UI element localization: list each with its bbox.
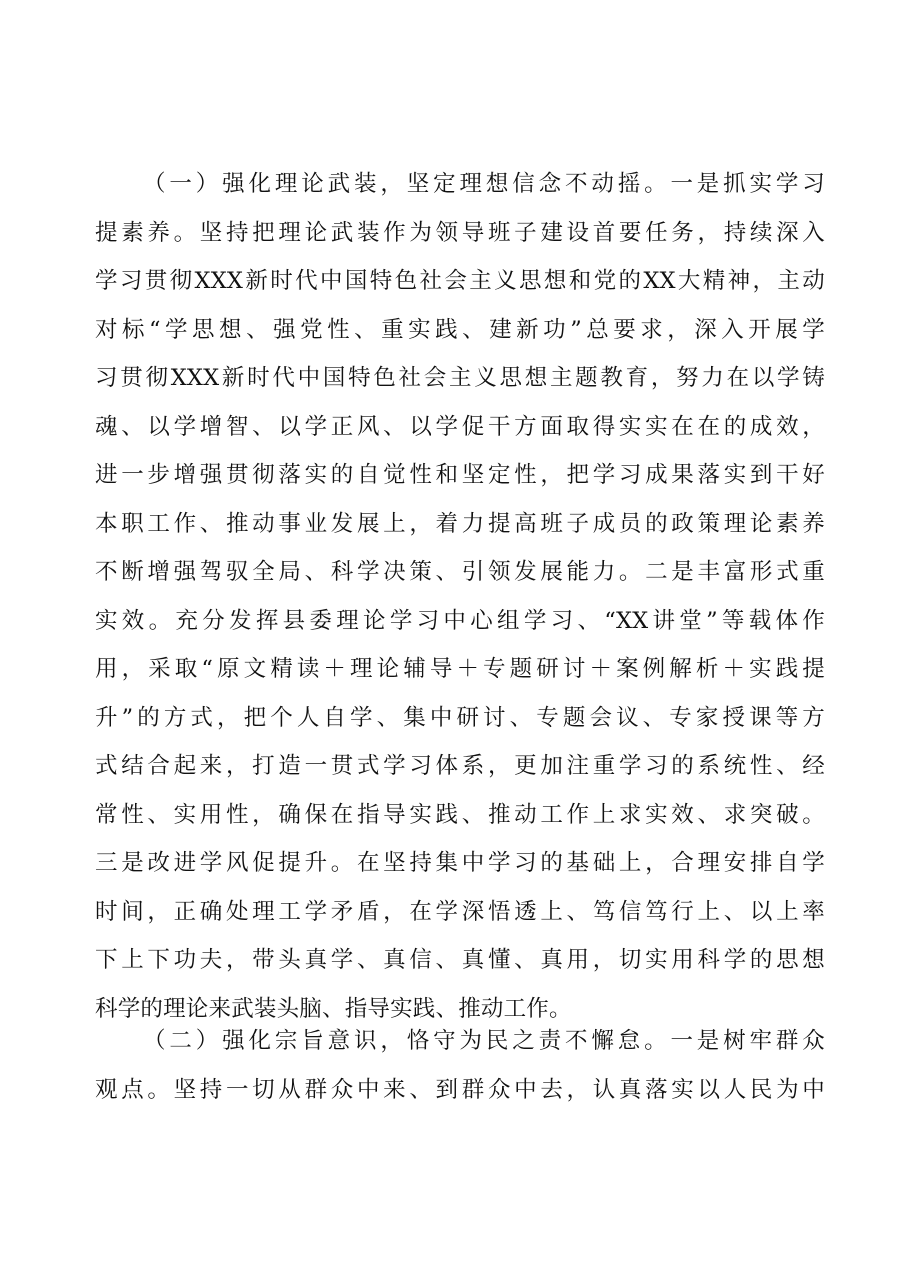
paragraph-theory-arming	[95, 160, 825, 1033]
paragraph-line: 不断增强驾驭全局、科学决策、引领发展能力。二是丰富形式重	[95, 559, 825, 585]
paragraph-line: 本职工作、推动事业发展上，着力提高班子成员的政策理论素养	[95, 510, 825, 537]
paragraph-line: 提素养。坚持把理论武装作为领导班子建设首要任务，持续深入	[95, 219, 825, 246]
paragraph-line: 式结合起来，打造一贯式学习体系，更加注重学习的系统性、经	[95, 753, 825, 779]
paragraph-line: 学习贯彻XXX新时代中国特色社会主义思想和党的XX大精神，主动	[95, 268, 825, 294]
paragraph-purpose-awareness	[95, 1017, 825, 1114]
paragraph-line: 科学的理论来武装头脑、指导实践、推动工作。	[95, 995, 572, 1022]
paragraph-line: 对标“学思想、强党性、重实践、建新功”总要求，深入开展学	[95, 316, 825, 343]
paragraph-line: （一）强化理论武装，坚定理想信念不动摇。一是抓实学习	[143, 171, 825, 197]
paragraph-line: 进一步增强贯彻落实的自觉性和坚定性，把学习成果落实到干好	[95, 462, 825, 488]
paragraph-line: 魂、以学增智、以学正风、以学促干方面取得实实在在的成效，	[95, 413, 825, 440]
paragraph-line: 习贯彻XXX新时代中国特色社会主义思想主题教育，努力在以学铸	[95, 365, 825, 391]
paragraph-line: 三是改进学风促提升。在坚持集中学习的基础上，合理安排自学	[95, 850, 825, 876]
paragraph-line: 用，采取“原文精读＋理论辅导＋专题研讨＋案例解析＋实践提	[95, 656, 825, 682]
paragraph-line: 常性、实用性，确保在指导实践、推动工作上求实效、求突破。	[95, 801, 825, 828]
paragraph-line: 下上下功夫，带头真学、真信、真懂、真用，切实用科学的思想	[95, 947, 825, 973]
paragraph-line: 升”的方式，把个人自学、集中研讨、专题会议、专家授课等方	[95, 704, 825, 731]
paragraph-line: 实效。充分发挥县委理论学习中心组学习、“XX讲堂”等载体作	[95, 607, 825, 634]
paragraph-line: （二）强化宗旨意识，恪守为民之责不懈怠。一是树牢群众	[143, 1028, 825, 1054]
paragraph-line: 观点。坚持一切从群众中来、到群众中去，认真落实以人民为中	[95, 1076, 825, 1103]
paragraph-line: 时间，正确处理工学矛盾，在学深悟透上、笃信笃行上、以上率	[95, 898, 825, 925]
